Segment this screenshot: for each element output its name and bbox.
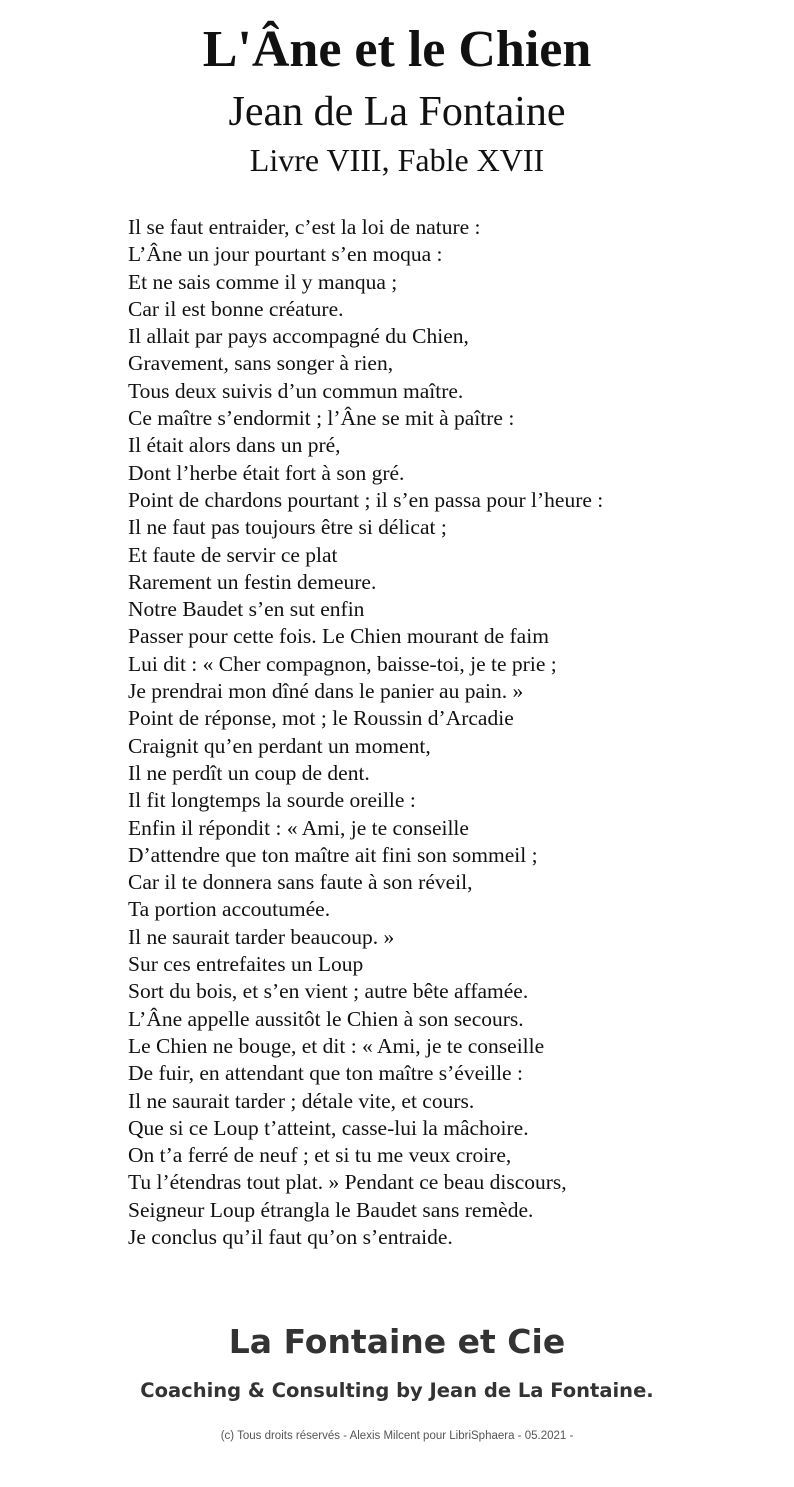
copyright-notice: (c) Tous droits réservés - Alexis Milcent pour LibriSphaera - 05.2021 - [220, 1430, 574, 1442]
author-name: Jean de La Fontaine [228, 89, 566, 135]
poem-line: Tous deux suivis d’un commun maître. [128, 378, 464, 403]
poem-line: Car il te donnera sans faute à son réveil, [128, 870, 473, 895]
poem-line: Ta portion accoutumée. [128, 897, 331, 922]
poem-text [128, 214, 768, 1251]
fable-title: L'Âne et le Chien [202, 21, 592, 78]
poem-line: Il ne perdît un coup de dent. [128, 760, 370, 785]
poem-line: L’Âne un jour pourtant s’en moqua : [128, 242, 443, 267]
poem-line: Il ne faut pas toujours être si délicat ; [128, 515, 447, 540]
poem-line: Je conclus qu’il faut qu’on s’entraide. [128, 1224, 453, 1249]
poem-line: Il ne saurait tarder beaucoup. » [128, 924, 395, 949]
poem-line: Il fit longtemps la sourde oreille : [128, 788, 416, 813]
book-reference: Livre VIII, Fable XVII [249, 142, 545, 178]
poem-line: Je prendrai mon dîné dans le panier au pain. » [128, 679, 524, 704]
poem-line: Dont l’herbe était fort à son gré. [128, 460, 405, 485]
poem-line: Passer pour cette fois. Le Chien mourant de faim [128, 624, 549, 649]
brand-name: La Fontaine et Cie [228, 1322, 566, 1361]
poem-line: Craignit qu’en perdant un moment, [128, 733, 431, 758]
poem-line: Tu l’étendras tout plat. » Pendant ce beau discours, [128, 1170, 567, 1195]
poem-line: Que si ce Loup t’atteint, casse-lui la mâchoire. [128, 1115, 529, 1140]
poem-line: Il ne saurait tarder ; détale vite, et cours. [128, 1088, 475, 1113]
poem-line: Ce maître s’endormit ; l’Âne se mit à paître : [128, 406, 515, 431]
poem-line: Il se faut entraider, c’est la loi de nature : [128, 215, 481, 239]
poem-line: D’attendre que ton maître ait fini son sommeil ; [128, 842, 538, 867]
poem-line: Et faute de servir ce plat [128, 542, 338, 567]
poem-line: Sort du bois, et s’en vient ; autre bête affamée. [128, 979, 529, 1004]
poem-line: Et ne sais comme il y manqua ; [128, 269, 398, 294]
poem-line: De fuir, en attendant que ton maître s’éveille : [128, 1061, 523, 1086]
brand-tagline: Coaching & Consulting by Jean de La Fontaine. [140, 1379, 654, 1402]
poem-line: Lui dit : « Cher compagnon, baisse-toi, je te prie ; [128, 651, 557, 676]
poem-line: On t’a ferré de neuf ; et si tu me veux croire, [128, 1143, 512, 1168]
poem-line: Notre Baudet s’en sut enfin [128, 597, 365, 622]
poem-line: L’Âne appelle aussitôt le Chien à son secours. [128, 1006, 524, 1031]
poem-line: Point de réponse, mot ; le Roussin d’Arcadie [128, 706, 514, 731]
poem-line: Il allait par pays accompagné du Chien, [128, 324, 469, 349]
poem-line: Enfin il répondit : « Ami, je te conseille [128, 815, 469, 840]
poem-line: Le Chien ne bouge, et dit : « Ami, je te conseille [128, 1033, 545, 1058]
poem-line: Il était alors dans un pré, [128, 433, 341, 458]
poem-line: Rarement un festin demeure. [128, 569, 377, 594]
poem-line: Point de chardons pourtant ; il s’en passa pour l’heure : [128, 487, 604, 512]
poem-line: Gravement, sans songer à rien, [128, 351, 394, 376]
poem-line: Car il est bonne créature. [128, 296, 344, 321]
poem-line: Sur ces entrefaites un Loup [128, 952, 364, 977]
poem-line: Seigneur Loup étrangla le Baudet sans remède. [128, 1197, 534, 1222]
